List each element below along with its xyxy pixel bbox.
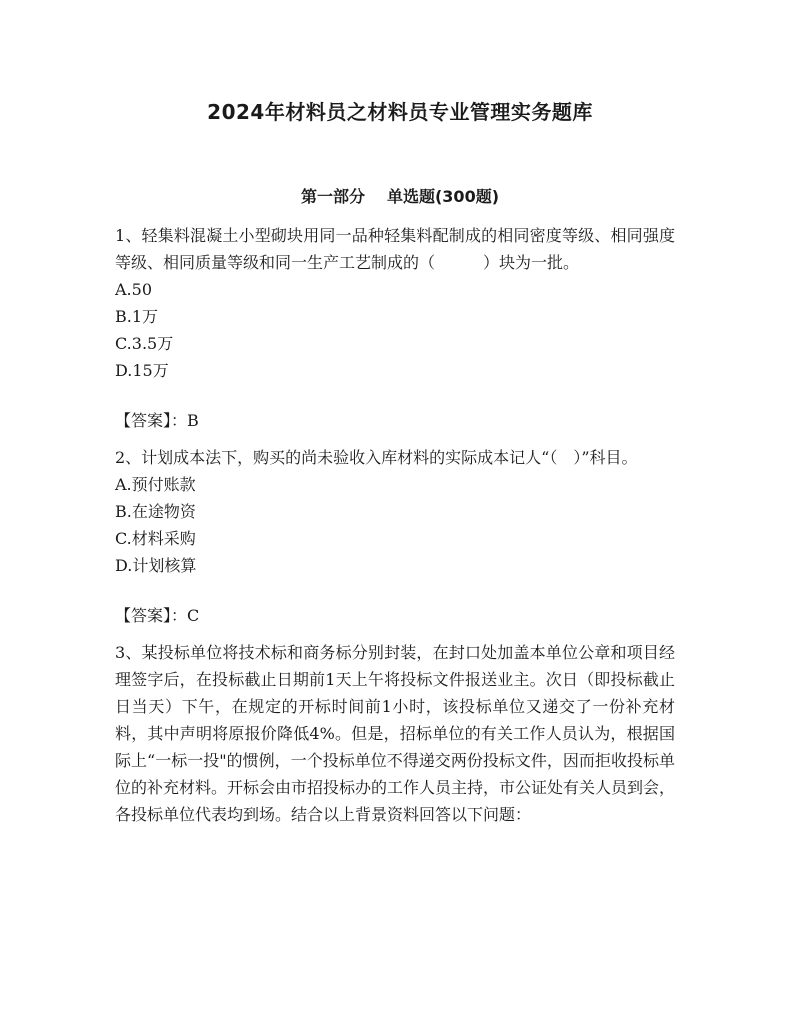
- section-label: 第一部分: [300, 187, 365, 206]
- answer-line: [115, 407, 675, 434]
- answer-label: 【答案】：: [115, 411, 188, 430]
- document-title: 2024年材料员之材料员专业管理实务题库: [207, 100, 593, 124]
- question-stem: 2、计划成本法下，购买的尚未验收入库材料的实际成本记人“（ ）”科目。: [115, 448, 638, 467]
- option-c: C.材料采购: [115, 529, 196, 548]
- answer-label: 【答案】：: [115, 606, 188, 625]
- option-b: B.在途物资: [115, 502, 196, 521]
- question-2: [115, 444, 675, 639]
- option-d: D.15万: [115, 361, 169, 380]
- answer-value: C: [187, 606, 200, 625]
- option-b: B.1万: [115, 307, 159, 326]
- section-heading: [0, 184, 800, 207]
- option-c: C.3.5万: [115, 334, 174, 353]
- question-list: [115, 222, 675, 828]
- option-list: [115, 471, 675, 579]
- option-a: A.50: [115, 280, 152, 299]
- section-name: 单选题(300题): [386, 187, 500, 206]
- answer-line: [115, 602, 675, 629]
- option-list: [115, 276, 675, 384]
- question-3: [115, 639, 675, 828]
- answer-value: B: [187, 411, 199, 430]
- question-stem: 3、某投标单位将技术标和商务标分别封装，在封口处加盖本单位公章和项目经理签字后，在投标截止日期前1天上午将投标文件报送业主。次日（即投标截止日当天）下午，在规定的开标时间前1小时，该投标单位又递交了一份补充材料，其中声明将原报价降低4%。但是，招标单位的有关工作人员认为，根据国际上“一标一投"的惯例，一个投标单位不得递交两份投标文件，因而拒收投标单位的补充材料。开标会由市招投标办的工作人员主持，市公证处有关人员到会，各投标单位代表均到场。结合以上背景资料回答以下问题：: [115, 643, 676, 824]
- question-1: [115, 222, 675, 444]
- option-d: D.计划核算: [115, 556, 197, 575]
- option-a: A.预付账款: [115, 475, 196, 494]
- question-stem: 1、轻集料混凝土小型砌块用同一品种轻集料配制成的相同密度等级、相同强度等级、相同质量等级和同一生产工艺制成的（ ）块为一批。: [115, 226, 675, 272]
